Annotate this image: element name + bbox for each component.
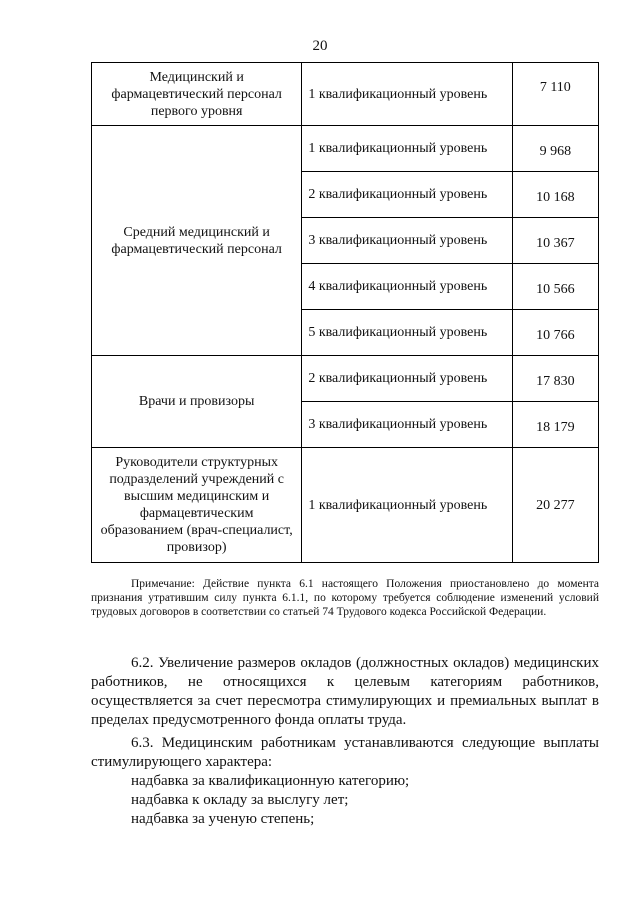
amount-cell: 7 110 [512,63,598,126]
group-cell: Средний медицинский и фармацевтический персонал [92,126,302,356]
amount-cell: 10 766 [512,310,598,356]
list-item: надбавка за квалификационную категорию; [131,773,410,789]
section-6-3 [91,734,599,829]
group-cell: Врачи и провизоры [92,356,302,448]
paragraph-6-2: 6.2. Увеличение размеров окладов (должностных окладов) медицинских работников, не относящихся к целевым категориям работников, осуществляется за счет пересмотра стимулирующих и премиальных выплат в пределах предусмотренного фонда оплаты труда. [91,655,599,728]
note-text: Примечание: Действие пункта 6.1 настоящего Положения приостановлено до момента признания утратившим силу пункта 6.1.1, по которому требуется соблюдение изменений условий трудовых договоров в соответствии со статьей 74 Трудового кодекса Российской Федерации. [91,578,599,618]
table-row [92,126,599,172]
salary-table [91,62,599,563]
group-cell: Медицинский и фармацевтический персонал первого уровня [92,63,302,126]
table-note [91,577,599,619]
table-row [92,448,599,563]
level-cell: 5 квалификационный уровень [302,310,512,356]
list-item: надбавка за ученую степень; [131,811,315,827]
level-cell: 1 квалификационный уровень [302,448,512,563]
amount-cell: 18 179 [512,402,598,448]
list-item: надбавка к окладу за выслугу лет; [131,792,349,808]
table-row [92,356,599,402]
level-cell: 1 квалификационный уровень [302,126,512,172]
amount-cell: 10 367 [512,218,598,264]
section-6-2 [91,654,599,730]
level-cell: 4 квалификационный уровень [302,264,512,310]
amount-cell: 20 277 [512,448,598,563]
level-cell: 2 квалификационный уровень [302,356,512,402]
level-cell: 1 квалификационный уровень [302,63,512,126]
level-cell: 2 квалификационный уровень [302,172,512,218]
page-number: 20 [312,38,328,54]
level-cell: 3 квалификационный уровень [302,218,512,264]
level-cell: 3 квалификационный уровень [302,402,512,448]
paragraph-6-3: 6.3. Медицинским работникам устанавливаются следующие выплаты стимулирующего характера: [91,735,599,770]
amount-cell: 10 168 [512,172,598,218]
group-cell: Руководители структурных подразделений учреждений с высшим медицинским и фармацевтическим образованием (врач-специалист, провизор) [92,448,302,563]
amount-cell: 10 566 [512,264,598,310]
amount-cell: 9 968 [512,126,598,172]
amount-cell: 17 830 [512,356,598,402]
table-row [92,63,599,126]
